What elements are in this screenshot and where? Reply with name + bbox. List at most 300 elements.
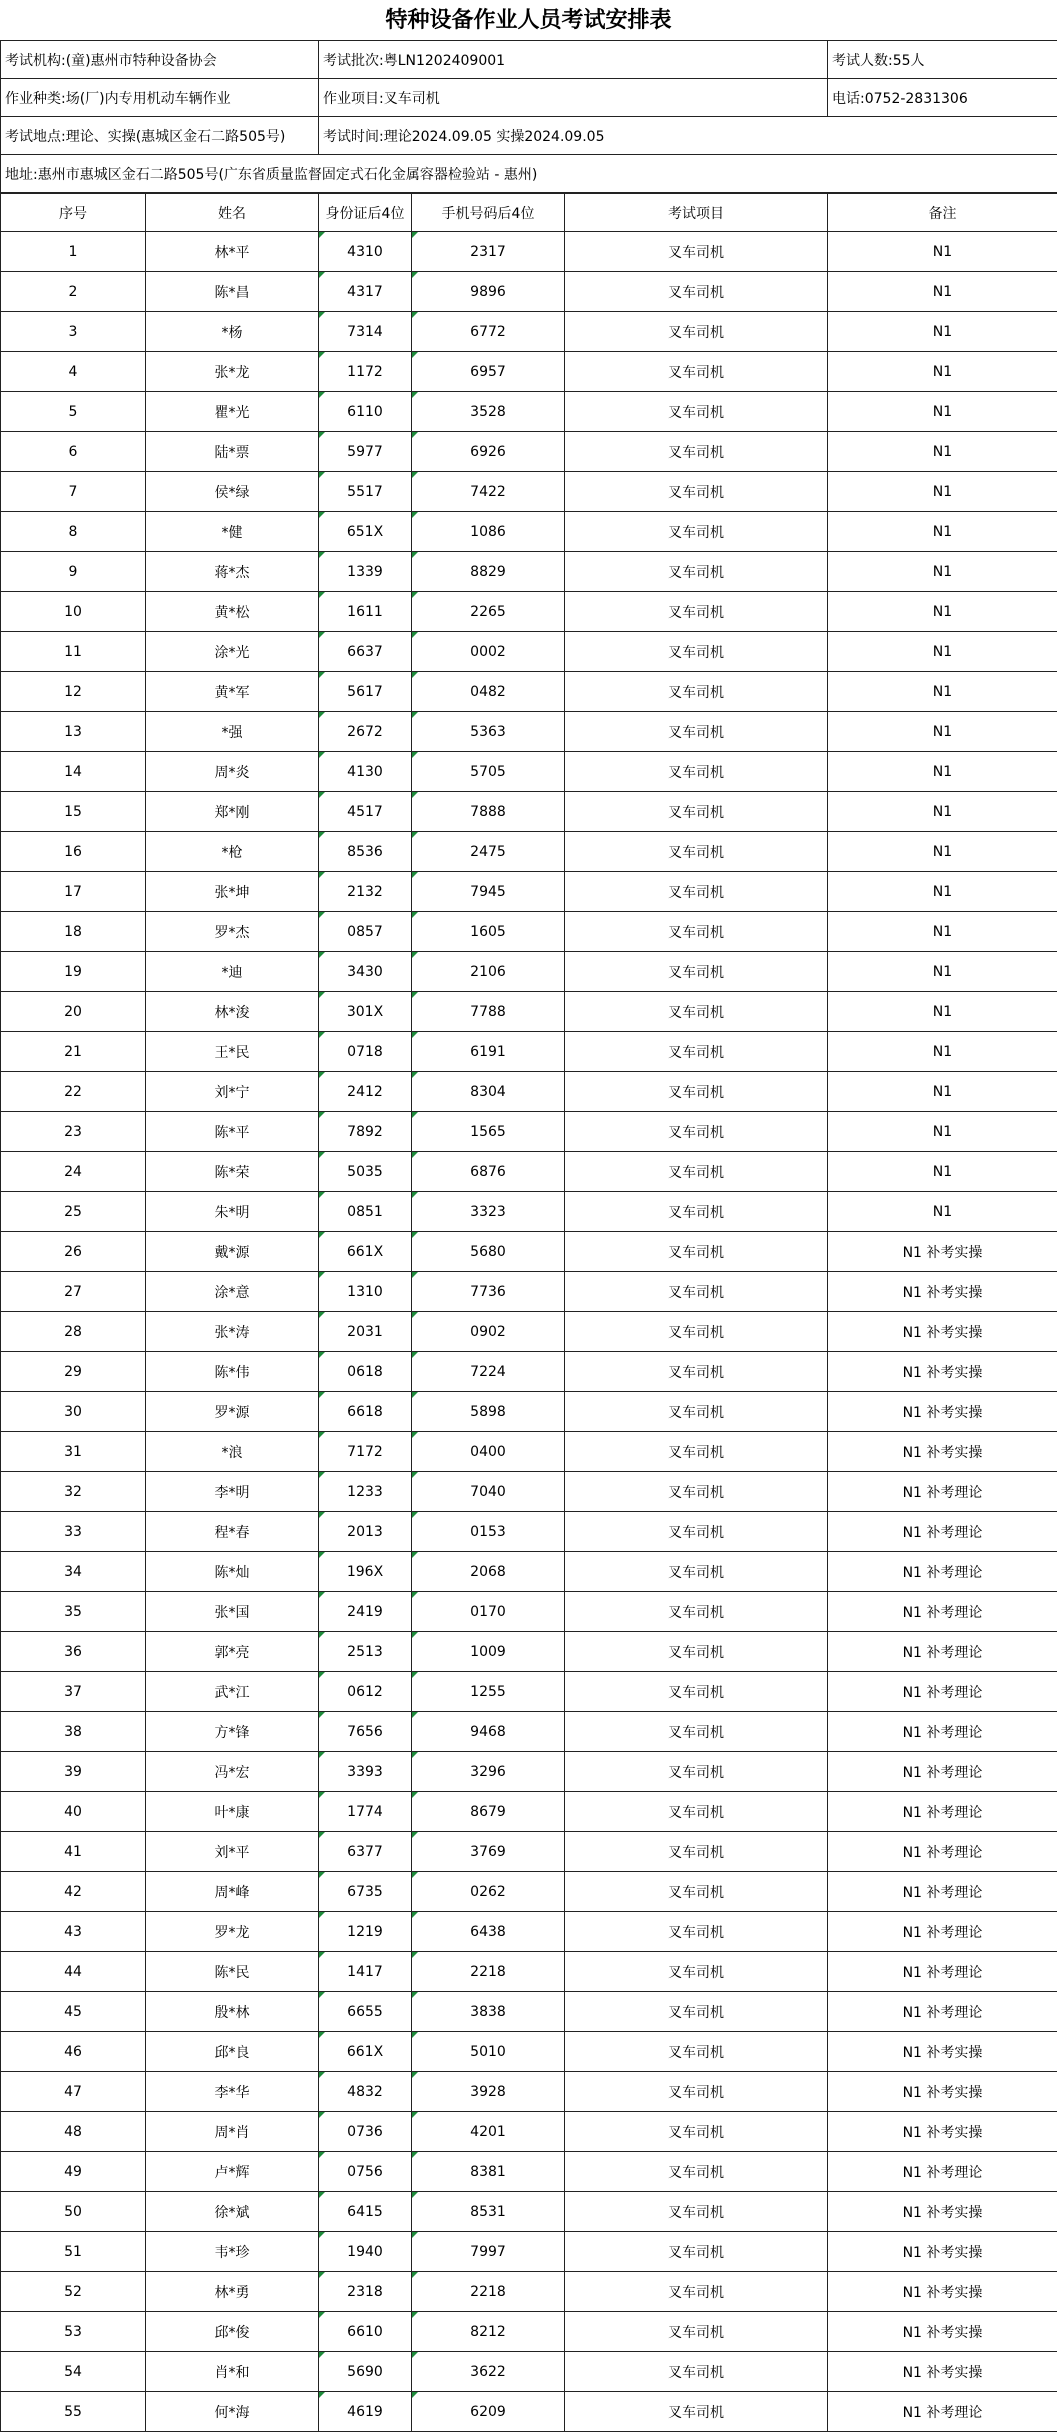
table-row [1,1312,1057,1352]
row-exam-item: 叉车司机 [565,1752,828,1792]
row-seq: 24 [1,1152,146,1192]
row-remark: N1 [828,952,1057,992]
row-exam-item: 叉车司机 [565,1872,828,1912]
row-id-last4: 0851 [319,1192,412,1232]
info-row-2 [1,79,1057,117]
row-seq: 16 [1,832,146,872]
row-remark: N1 [828,912,1057,952]
row-phone-last4: 0400 [412,1432,565,1472]
row-name: 武*江 [146,1672,319,1712]
row-remark: N1 [828,832,1057,872]
row-id-last4: 7892 [319,1112,412,1152]
row-id-last4: 2419 [319,1592,412,1632]
row-exam-item: 叉车司机 [565,2032,828,2072]
row-exam-item: 叉车司机 [565,312,828,352]
table-row [1,1712,1057,1752]
row-id-last4: 0857 [319,912,412,952]
row-exam-item: 叉车司机 [565,472,828,512]
row-remark: N1 [828,352,1057,392]
row-name: 何*海 [146,2392,319,2432]
row-id-last4: 661X [319,2032,412,2072]
row-seq: 43 [1,1912,146,1952]
row-id-last4: 2318 [319,2272,412,2312]
row-phone-last4: 0902 [412,1312,565,1352]
table-row [1,1552,1057,1592]
row-phone-last4: 5898 [412,1392,565,1432]
row-phone-last4: 6438 [412,1912,565,1952]
row-id-last4: 661X [319,1232,412,1272]
row-seq: 25 [1,1192,146,1232]
row-name: 李*明 [146,1472,319,1512]
row-remark: N1 补考理论 [828,1952,1057,1992]
row-name: 陈*灿 [146,1552,319,1592]
work-item: 作业项目:叉车司机 [319,79,828,117]
row-phone-last4: 1605 [412,912,565,952]
info-row-1 [1,41,1057,79]
row-remark: N1 补考理论 [828,1472,1057,1512]
row-name: 朱*明 [146,1192,319,1232]
row-name: 程*春 [146,1512,319,1552]
row-exam-item: 叉车司机 [565,2152,828,2192]
row-id-last4: 0756 [319,2152,412,2192]
row-seq: 40 [1,1792,146,1832]
row-id-last4: 0612 [319,1672,412,1712]
contact-phone: 电话:0752-2831306 [828,79,1057,117]
row-phone-last4: 0170 [412,1592,565,1632]
row-name: 侯*绿 [146,472,319,512]
row-id-last4: 5617 [319,672,412,712]
row-remark: N1 补考理论 [828,2152,1057,2192]
row-seq: 33 [1,1512,146,1552]
row-seq: 18 [1,912,146,952]
row-name: 李*华 [146,2072,319,2112]
row-exam-item: 叉车司机 [565,752,828,792]
row-name: 殷*林 [146,1992,319,2032]
header-exam-item: 考试项目 [565,194,828,232]
table-row [1,1632,1057,1672]
row-name: 刘*宁 [146,1072,319,1112]
row-name: 涂*意 [146,1272,319,1312]
row-phone-last4: 5010 [412,2032,565,2072]
exam-address: 地址:惠州市惠城区金石二路505号(广东省质量监督固定式石化金属容器检验站 - 惠州) [1,155,1057,193]
row-exam-item: 叉车司机 [565,2392,828,2432]
row-remark: N1 补考实操 [828,1272,1057,1312]
row-id-last4: 2013 [319,1512,412,1552]
row-remark: N1 [828,712,1057,752]
row-id-last4: 1611 [319,592,412,632]
row-id-last4: 0718 [319,1032,412,1072]
row-exam-item: 叉车司机 [565,2192,828,2232]
row-phone-last4: 2068 [412,1552,565,1592]
row-id-last4: 651X [319,512,412,552]
row-name: 郭*亮 [146,1632,319,1672]
row-id-last4: 5517 [319,472,412,512]
table-row [1,632,1057,672]
row-id-last4: 196X [319,1552,412,1592]
row-id-last4: 2513 [319,1632,412,1672]
row-name: 卢*辉 [146,2152,319,2192]
row-name: 陆*票 [146,432,319,472]
row-phone-last4: 2106 [412,952,565,992]
table-row [1,232,1057,272]
row-remark: N1 补考理论 [828,1872,1057,1912]
row-name: 戴*源 [146,1232,319,1272]
row-phone-last4: 6209 [412,2392,565,2432]
row-id-last4: 6655 [319,1992,412,2032]
row-exam-item: 叉车司机 [565,912,828,952]
row-id-last4: 1774 [319,1792,412,1832]
exam-batch: 考试批次:粤LN1202409001 [319,41,828,79]
table-row [1,432,1057,472]
row-phone-last4: 9468 [412,1712,565,1752]
row-id-last4: 2672 [319,712,412,752]
row-remark: N1 补考理论 [828,1992,1057,2032]
row-phone-last4: 6191 [412,1032,565,1072]
row-exam-item: 叉车司机 [565,432,828,472]
row-remark: N1 [828,1192,1057,1232]
row-name: 张*龙 [146,352,319,392]
row-phone-last4: 3928 [412,2072,565,2112]
row-name: 张*国 [146,1592,319,1632]
header-phone-last4: 手机号码后4位 [412,194,565,232]
row-exam-item: 叉车司机 [565,1632,828,1672]
row-id-last4: 6610 [319,2312,412,2352]
row-remark: N1 [828,1032,1057,1072]
row-seq: 5 [1,392,146,432]
row-name: *浪 [146,1432,319,1472]
row-phone-last4: 7422 [412,472,565,512]
row-seq: 39 [1,1752,146,1792]
row-id-last4: 2031 [319,1312,412,1352]
row-exam-item: 叉车司机 [565,1472,828,1512]
row-id-last4: 0736 [319,2112,412,2152]
row-phone-last4: 7997 [412,2232,565,2272]
row-phone-last4: 1565 [412,1112,565,1152]
row-exam-item: 叉车司机 [565,872,828,912]
row-id-last4: 6735 [319,1872,412,1912]
exam-org: 考试机构:(童)惠州市特种设备协会 [1,41,319,79]
row-name: 冯*宏 [146,1752,319,1792]
header-name: 姓名 [146,194,319,232]
table-row [1,2112,1057,2152]
row-remark: N1 [828,752,1057,792]
exam-location: 考试地点:理论、实操(惠城区金石二路505号) [1,117,319,155]
table-row [1,752,1057,792]
table-row [1,872,1057,912]
row-name: 方*锋 [146,1712,319,1752]
candidate-table [0,193,1057,2432]
row-exam-item: 叉车司机 [565,592,828,632]
row-remark: N1 补考理论 [828,2392,1057,2432]
table-row [1,312,1057,352]
table-row [1,392,1057,432]
row-seq: 41 [1,1832,146,1872]
row-exam-item: 叉车司机 [565,1312,828,1352]
row-exam-item: 叉车司机 [565,512,828,552]
row-id-last4: 1940 [319,2232,412,2272]
row-name: 王*民 [146,1032,319,1072]
table-row [1,1392,1057,1432]
row-phone-last4: 7736 [412,1272,565,1312]
row-exam-item: 叉车司机 [565,1072,828,1112]
row-remark: N1 补考实操 [828,1432,1057,1472]
table-row [1,2312,1057,2352]
row-phone-last4: 3622 [412,2352,565,2392]
row-id-last4: 5035 [319,1152,412,1192]
row-seq: 31 [1,1432,146,1472]
header-id-last4: 身份证后4位 [319,194,412,232]
row-remark: N1 补考实操 [828,2352,1057,2392]
row-seq: 3 [1,312,146,352]
row-exam-item: 叉车司机 [565,672,828,712]
row-phone-last4: 0002 [412,632,565,672]
row-exam-item: 叉车司机 [565,2072,828,2112]
row-name: 罗*龙 [146,1912,319,1952]
row-seq: 37 [1,1672,146,1712]
row-seq: 7 [1,472,146,512]
row-id-last4: 4130 [319,752,412,792]
row-exam-item: 叉车司机 [565,1512,828,1552]
row-exam-item: 叉车司机 [565,632,828,672]
row-phone-last4: 8531 [412,2192,565,2232]
row-remark: N1 [828,1072,1057,1112]
page-title: 特种设备作业人员考试安排表 [0,0,1057,40]
row-remark: N1 [828,872,1057,912]
row-seq: 19 [1,952,146,992]
row-seq: 27 [1,1272,146,1312]
row-seq: 6 [1,432,146,472]
table-row [1,2152,1057,2192]
row-exam-item: 叉车司机 [565,1352,828,1392]
row-phone-last4: 8304 [412,1072,565,1112]
row-exam-item: 叉车司机 [565,1232,828,1272]
row-name: 罗*杰 [146,912,319,952]
table-row [1,1512,1057,1552]
row-phone-last4: 6876 [412,1152,565,1192]
row-remark: N1 补考实操 [828,1352,1057,1392]
info-row-3 [1,117,1057,155]
row-exam-item: 叉车司机 [565,1712,828,1752]
row-seq: 21 [1,1032,146,1072]
row-name: 韦*珍 [146,2232,319,2272]
row-exam-item: 叉车司机 [565,1192,828,1232]
row-remark: N1 补考理论 [828,1712,1057,1752]
info-row-4 [1,155,1057,193]
row-id-last4: 1310 [319,1272,412,1312]
row-name: 徐*斌 [146,2192,319,2232]
row-seq: 29 [1,1352,146,1392]
info-table [0,40,1057,193]
row-exam-item: 叉车司机 [565,1952,828,1992]
row-id-last4: 6415 [319,2192,412,2232]
row-name: 邱*良 [146,2032,319,2072]
row-exam-item: 叉车司机 [565,392,828,432]
table-row [1,1952,1057,1992]
row-seq: 10 [1,592,146,632]
row-remark: N1 补考实操 [828,2072,1057,2112]
table-row [1,992,1057,1032]
row-id-last4: 7314 [319,312,412,352]
row-phone-last4: 9896 [412,272,565,312]
row-seq: 46 [1,2032,146,2072]
row-phone-last4: 8829 [412,552,565,592]
table-row [1,1752,1057,1792]
row-id-last4: 0618 [319,1352,412,1392]
row-remark: N1 补考理论 [828,1752,1057,1792]
table-row [1,912,1057,952]
row-remark: N1 [828,1152,1057,1192]
table-row [1,1432,1057,1472]
row-remark: N1 [828,272,1057,312]
row-remark: N1 补考实操 [828,2032,1057,2072]
table-row [1,2232,1057,2272]
row-name: 周*炎 [146,752,319,792]
row-phone-last4: 7224 [412,1352,565,1392]
row-seq: 48 [1,2112,146,2152]
row-seq: 50 [1,2192,146,2232]
table-row [1,1152,1057,1192]
row-name: 张*坤 [146,872,319,912]
row-id-last4: 5977 [319,432,412,472]
row-remark: N1 补考实操 [828,1392,1057,1432]
row-remark: N1 补考实操 [828,2312,1057,2352]
table-row [1,2072,1057,2112]
row-phone-last4: 2218 [412,1952,565,1992]
row-name: 张*涛 [146,1312,319,1352]
row-id-last4: 6377 [319,1832,412,1872]
row-exam-item: 叉车司机 [565,1592,828,1632]
row-name: 陈*荣 [146,1152,319,1192]
table-header-row [1,194,1057,232]
row-seq: 11 [1,632,146,672]
table-row [1,352,1057,392]
row-name: *强 [146,712,319,752]
row-seq: 34 [1,1552,146,1592]
row-phone-last4: 7788 [412,992,565,1032]
row-id-last4: 3393 [319,1752,412,1792]
row-seq: 49 [1,2152,146,2192]
row-seq: 23 [1,1112,146,1152]
table-row [1,1592,1057,1632]
table-row [1,952,1057,992]
row-exam-item: 叉车司机 [565,2352,828,2392]
table-row [1,1832,1057,1872]
table-row [1,1872,1057,1912]
table-row [1,1272,1057,1312]
exam-count: 考试人数:55人 [828,41,1057,79]
row-remark: N1 [828,592,1057,632]
table-row [1,2192,1057,2232]
row-phone-last4: 1009 [412,1632,565,1672]
row-id-last4: 4517 [319,792,412,832]
row-exam-item: 叉车司机 [565,792,828,832]
row-name: 黄*松 [146,592,319,632]
row-name: 林*勇 [146,2272,319,2312]
row-seq: 36 [1,1632,146,1672]
row-exam-item: 叉车司机 [565,2312,828,2352]
row-exam-item: 叉车司机 [565,272,828,312]
row-remark: N1 补考理论 [828,1592,1057,1632]
row-exam-item: 叉车司机 [565,832,828,872]
row-name: 黄*军 [146,672,319,712]
row-id-last4: 1339 [319,552,412,592]
row-seq: 47 [1,2072,146,2112]
row-seq: 15 [1,792,146,832]
table-row [1,792,1057,832]
table-row [1,1112,1057,1152]
work-category: 作业种类:场(厂)内专用机动车辆作业 [1,79,319,117]
row-phone-last4: 6957 [412,352,565,392]
row-name: *健 [146,512,319,552]
row-name: 陈*平 [146,1112,319,1152]
table-row [1,712,1057,752]
table-row [1,2352,1057,2392]
row-seq: 52 [1,2272,146,2312]
row-remark: N1 [828,992,1057,1032]
row-exam-item: 叉车司机 [565,1992,828,2032]
row-phone-last4: 0262 [412,1872,565,1912]
row-exam-item: 叉车司机 [565,992,828,1032]
row-seq: 54 [1,2352,146,2392]
table-row [1,2032,1057,2072]
row-remark: N1 [828,792,1057,832]
row-exam-item: 叉车司机 [565,2232,828,2272]
row-remark: N1 [828,312,1057,352]
row-name: 陈*伟 [146,1352,319,1392]
row-remark: N1 补考理论 [828,1832,1057,1872]
row-exam-item: 叉车司机 [565,352,828,392]
row-name: 叶*康 [146,1792,319,1832]
row-phone-last4: 3838 [412,1992,565,2032]
row-phone-last4: 3296 [412,1752,565,1792]
row-seq: 35 [1,1592,146,1632]
row-phone-last4: 1255 [412,1672,565,1712]
row-seq: 45 [1,1992,146,2032]
row-name: 林*平 [146,232,319,272]
row-seq: 44 [1,1952,146,1992]
row-name: 陈*昌 [146,272,319,312]
row-phone-last4: 3528 [412,392,565,432]
row-exam-item: 叉车司机 [565,1552,828,1592]
row-remark: N1 补考理论 [828,1552,1057,1592]
row-phone-last4: 3769 [412,1832,565,1872]
row-phone-last4: 2317 [412,232,565,272]
row-id-last4: 2132 [319,872,412,912]
row-id-last4: 4832 [319,2072,412,2112]
row-phone-last4: 8381 [412,2152,565,2192]
header-remark: 备注 [828,194,1057,232]
row-remark: N1 补考实操 [828,2192,1057,2232]
row-remark: N1 补考实操 [828,1312,1057,1352]
table-row [1,512,1057,552]
row-seq: 20 [1,992,146,1032]
table-row [1,1792,1057,1832]
row-seq: 8 [1,512,146,552]
row-name: 罗*源 [146,1392,319,1432]
row-seq: 17 [1,872,146,912]
header-seq: 序号 [1,194,146,232]
row-id-last4: 1219 [319,1912,412,1952]
row-name: 邱*俊 [146,2312,319,2352]
row-remark: N1 [828,512,1057,552]
row-remark: N1 [828,672,1057,712]
row-phone-last4: 6926 [412,432,565,472]
table-row [1,672,1057,712]
row-id-last4: 8536 [319,832,412,872]
row-remark: N1 补考实操 [828,1232,1057,1272]
row-name: 郑*刚 [146,792,319,832]
table-row [1,1072,1057,1112]
